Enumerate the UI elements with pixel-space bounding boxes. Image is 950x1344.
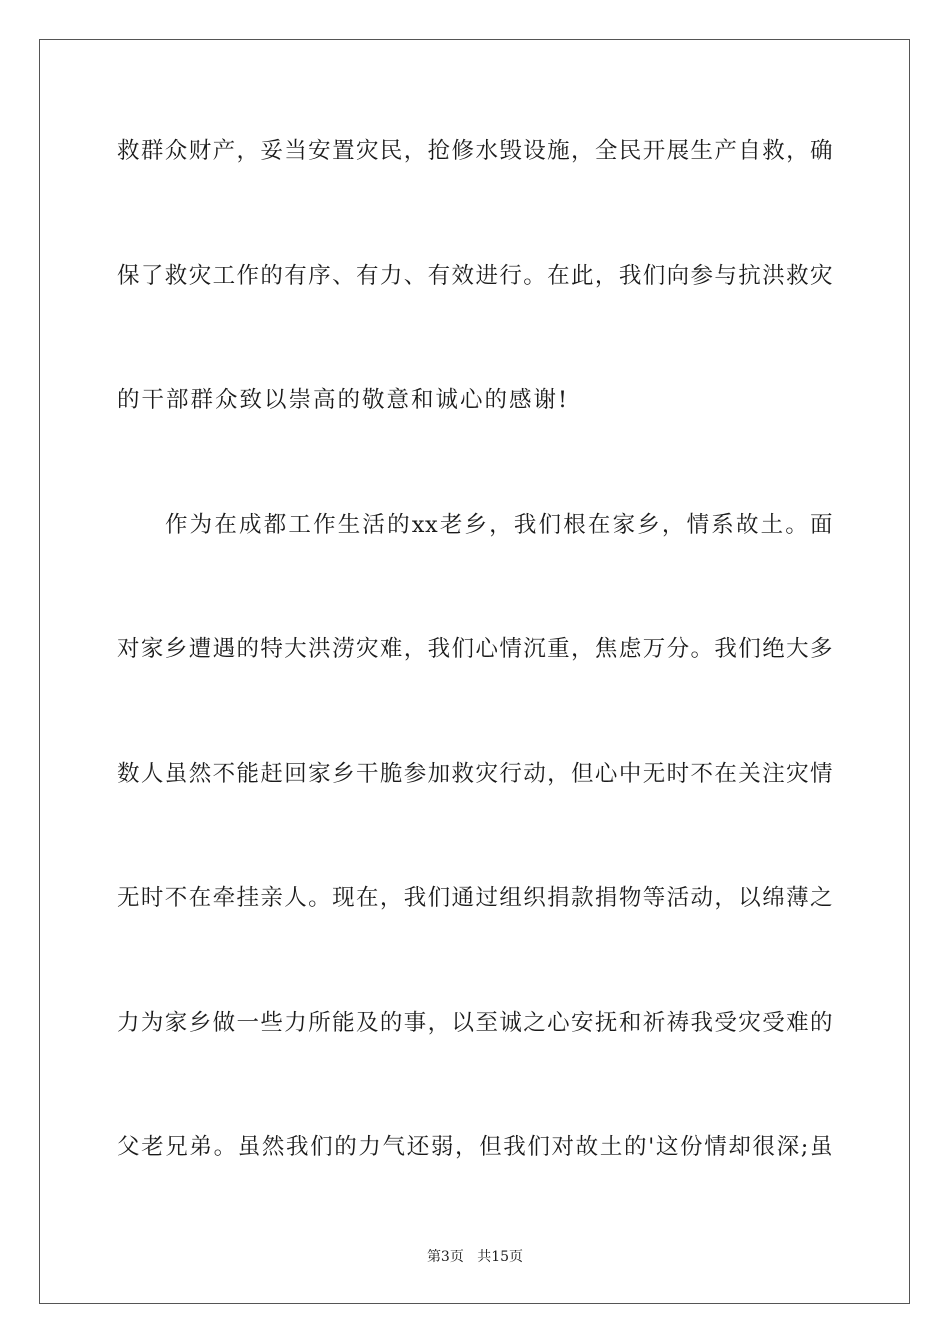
text-line-7: 无时不在牵挂亲人。现在，我们通过组织捐款捐物等活动，以绵薄之 (117, 885, 833, 911)
text-line-6: 数人虽然不能赶回家乡干脆参加救灾行动，但心中无时不在关注灾情 (117, 761, 833, 787)
text-line-4-paragraph-start: 作为在成都工作生活的xx老乡，我们根在家乡，情系故土。面 (165, 512, 833, 538)
text-line-1: 救群众财产，妥当安置灾民，抢修水毁设施，全民开展生产自救，确 (117, 138, 833, 164)
text-line-9: 父老兄弟。虽然我们的力气还弱，但我们对故土的'这份情却很深;虽 (117, 1134, 833, 1160)
text-line-5: 对家乡遭遇的特大洪涝灾难，我们心情沉重，焦虑万分。我们绝大多 (117, 636, 833, 662)
text-line-8: 力为家乡做一些力所能及的事，以至诚之心安抚和祈祷我受灾受难的 (117, 1010, 833, 1036)
text-line-3: 的干部群众致以崇高的敬意和诚心的感谢! (117, 387, 570, 413)
page-number: 第3页 (426, 1249, 464, 1265)
page-border (39, 39, 910, 1304)
text-line-2: 保了救灾工作的有序、有力、有效进行。在此，我们向参与抗洪救灾 (117, 263, 833, 289)
total-pages: 共15页 (477, 1249, 524, 1265)
page-footer (0, 1248, 950, 1266)
